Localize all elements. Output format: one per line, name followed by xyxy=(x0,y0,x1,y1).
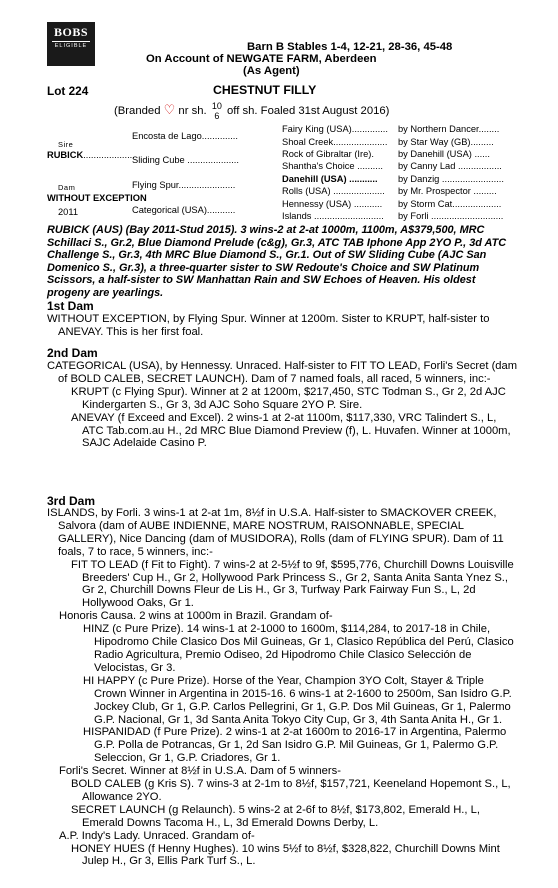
heart-brand-icon: ♡ xyxy=(163,101,176,117)
progeny-fit-to-lead: FIT TO LEAD (f Fit to Fight). 7 wins-2 at 2-5½f to 9f, $595,776, Churchill Downs Louisville Breeders' Cup H., Gr 2, Hollywood Park Princess S., Gr 2, Santa Anita Santa Ynez S., Gr 2, Churchill Downs Fleur de Lis H., Gr 3, Turfway Park Fairway Fun S., L, 2d Hollywood Oaks, Gr 1. xyxy=(71,558,514,610)
dam-year: 2011 xyxy=(58,207,78,217)
progeny-forlis-secret: Forli's Secret. Winner at 8½f in U.S.A. Dam of 5 winners- xyxy=(59,765,341,778)
grandparent-2: Sliding Cube .................... xyxy=(132,155,239,165)
brand-mid: nr sh. xyxy=(178,104,207,117)
ggp-right-4: by Canny Lad ................. xyxy=(398,161,502,171)
progeny-bold-caleb: BOLD CALEB (g Kris S). 7 wins-3 at 2-1m to 8½f, $157,721, Keeneland Hopemont S., L, Allowance 2YO. xyxy=(71,778,511,803)
horse-description: CHESTNUT FILLY xyxy=(213,83,317,97)
grandparent-1: Encosta de Lago.............. xyxy=(132,131,238,141)
brand-number-top: 10 xyxy=(211,101,222,111)
progeny-hinz: HINZ (c Pure Prize). 14 wins-1 at 2-1000 to 1600m, $114,284, to 2017-18 in Chile, Hipodromo Chile Clasico Dos Mil Guineas, Gr 1, Clasico República del Perú, Clasico Radio Agricultura, Premio Odiseo, 2d Hipodromo Chile Clasico Selección de Velocistas, Gr 3. xyxy=(83,623,514,674)
ggp-left-1: Fairy King (USA).............. xyxy=(282,124,388,134)
brand-number-bottom: 6 xyxy=(214,111,220,121)
first-dam-section xyxy=(47,313,519,339)
sire-dots: .................... xyxy=(83,150,135,160)
logo-word-eligible: ELIGIBLE xyxy=(52,41,90,49)
ggp-right-3: by Danehill (USA) ...... xyxy=(398,149,490,159)
progeny-krupt: KRUPT (c Flying Spur). Winner at 2 at 1200m, $217,450, STC Todman S., Gr 2, 2d AJC Kindergarten S., Gr 3, 3d AJC Soho Square 2YO P. Sire. xyxy=(71,385,506,411)
second-dam-text: CATEGORICAL (USA), by Hennessy. Unraced. Half-sister to FIT TO LEAD, Forli's Secret (dam of BOLD CALEB, SECRET LAUNCH). Dam of 7 named foals, all raced, 5 winners, inc:- xyxy=(47,360,518,385)
sire-name xyxy=(47,150,135,160)
second-dam-heading: 2nd Dam xyxy=(47,346,98,360)
progeny-secret-launch: SECRET LAUNCH (g Relaunch). 5 wins-2 at 2-6f to 8½f, $173,802, Emerald H., L, Emerald Downs Tacoma H., L, 3d Emerald Downs Derby, L. xyxy=(71,803,480,829)
dam-name: WITHOUT EXCEPTION xyxy=(47,193,147,203)
stables-line: Barn B Stables 1-4, 12-21, 28-36, 45-48 xyxy=(247,41,453,53)
progeny-hi-happy: HI HAPPY (c Pure Prize). Horse of the Year, Champion 3YO Colt, Stayer & Triple Crown Winner in Argentina in 2015-16. 6 wins-1 at 2-1600 to 2500m, San Isidro G.P. Jockey Club, Gr 1, G.P. Carlos Pellegrini, Gr 1, G.P. Dos Mil Guineas, Gr 1, Palermo G.P. Nacional, Gr 1, 3d Santa Anita Tokyo City Cup, Gr 3, 4th Santa Anita H., Gr 1. xyxy=(83,674,512,726)
brand-post: off sh. Foaled 31st August 2016) xyxy=(226,104,390,117)
logo-word-bobs: BOBS xyxy=(53,25,88,39)
ggp-right-2: by Star Way (GB)......... xyxy=(398,137,494,147)
first-dam-heading: 1st Dam xyxy=(47,299,94,313)
ggp-right-6: by Mr. Prospector ......... xyxy=(398,186,497,196)
lot-number: Lot 224 xyxy=(47,84,89,98)
third-dam-text: ISLANDS, by Forli. 3 wins-1 at 2-at 1m, 8½f in U.S.A. Half-sister to SMACKOVER CREEK, Salvora (dam of AUBE INDIENNE, MARE NOSTRUM, RAISONNABLE, SPECIAL GALLERY), Nice Dancing (dam of MUSIDORA), Rolls (dam of FLYING SPUR). Dam of 11 foals, 7 to race, 5 winners, inc:- xyxy=(47,507,504,558)
progeny-honoris-causa: Honoris Causa. 2 wins at 1000m in Brazil. Grandam of- xyxy=(59,610,333,623)
brand-number xyxy=(212,101,222,121)
first-dam-text: WITHOUT EXCEPTION, by Flying Spur. Winner at 1200m. Sister to KRUPT, half-sister to ANEVAY. This is her first foal. xyxy=(47,313,490,338)
ggp-left-4: Shantha's Choice .......... xyxy=(282,161,383,171)
ggp-right-1: by Northern Dancer........ xyxy=(398,124,500,134)
third-dam-section xyxy=(47,507,519,868)
third-dam-heading: 3rd Dam xyxy=(47,494,96,508)
ggp-right-7: by Storm Cat................... xyxy=(398,199,502,209)
ggp-left-2: Shoal Creek..................... xyxy=(282,137,388,147)
sire-summary: RUBICK (AUS) (Bay 2011-Stud 2015). 3 wins-2 at 2-at 1000m, 1100m, A$379,500, MRC Schillaci S., Gr.2, Blue Diamond Prelude (c&g), Gr.3, ATC TAB Iphone App 2YO P., 3d ATC Challenge S., Gr.3, 4th MRC Blue Diamond S., Gr.1. Out of SW Sliding Cube (AJC San Domenico S., Gr.3), a three-quarter sister to SW Redoute's Choice and SW Platinum Scissors, a half-sister to SW Manhattan Rain and SW Echoes of Heaven. His oldest progeny are yearlings. xyxy=(47,224,507,299)
ggp-left-5: Danehill (USA) ........... xyxy=(282,174,378,184)
progeny-anevay: ANEVAY (f Exceed and Excel). 2 wins-1 at 2-at 1100m, $117,330, VRC Talindert S., L, ATC Tab.com.au H., 2d MRC Blue Diamond Preview (f), L. Huvafen. Winner at 1000m, SAJC Adelaide Casino P. xyxy=(71,411,511,450)
sire-label: Sire xyxy=(58,140,74,149)
ggp-right-8: by Forli ............................ xyxy=(398,211,504,221)
ggp-right-5: by Danzig ........................ xyxy=(398,174,504,184)
progeny-hispanidad: HISPANIDAD (f Pure Prize). 2 wins-1 at 2-at 1600m to 2016-17 in Argentina, Palermo G.P. Polla de Potrancas, Gr 1, 2d San Isidro G.P. Mil Guineas, Gr 1, Palermo G.P. Seleccion, Gr 1, G.P. Criadores, Gr 1. xyxy=(83,726,507,765)
ggp-left-7: Hennessy (USA) ........... xyxy=(282,199,383,209)
second-dam-section xyxy=(47,360,519,450)
dam-label: Dam xyxy=(58,183,76,192)
vendor-line: On Account of NEWGATE FARM, Aberdeen xyxy=(146,53,377,65)
sire-name-text: RUBICK xyxy=(47,150,84,160)
grandparent-3: Flying Spur...................... xyxy=(132,180,236,190)
ggp-left-6: Rolls (USA) .................... xyxy=(282,186,385,196)
brand-pre: (Branded xyxy=(114,104,161,117)
grandparent-4: Categorical (USA)........... xyxy=(132,205,236,215)
bobs-eligible-logo xyxy=(47,22,95,66)
progeny-honey-hues: HONEY HUES (f Henny Hughes). 10 wins 5½f to 8½f, $328,822, Churchill Downs Mint Julep H., Gr 3, Ellis Park Turf S., L. xyxy=(71,842,500,868)
ggp-left-3: Rock of Gibraltar (Ire). xyxy=(282,149,374,159)
ggp-left-8: Islands ........................... xyxy=(282,211,384,221)
agent-line: (As Agent) xyxy=(243,65,300,77)
brand-line xyxy=(114,101,389,121)
progeny-ap-indys-lady: A.P. Indy's Lady. Unraced. Grandam of- xyxy=(59,829,255,842)
